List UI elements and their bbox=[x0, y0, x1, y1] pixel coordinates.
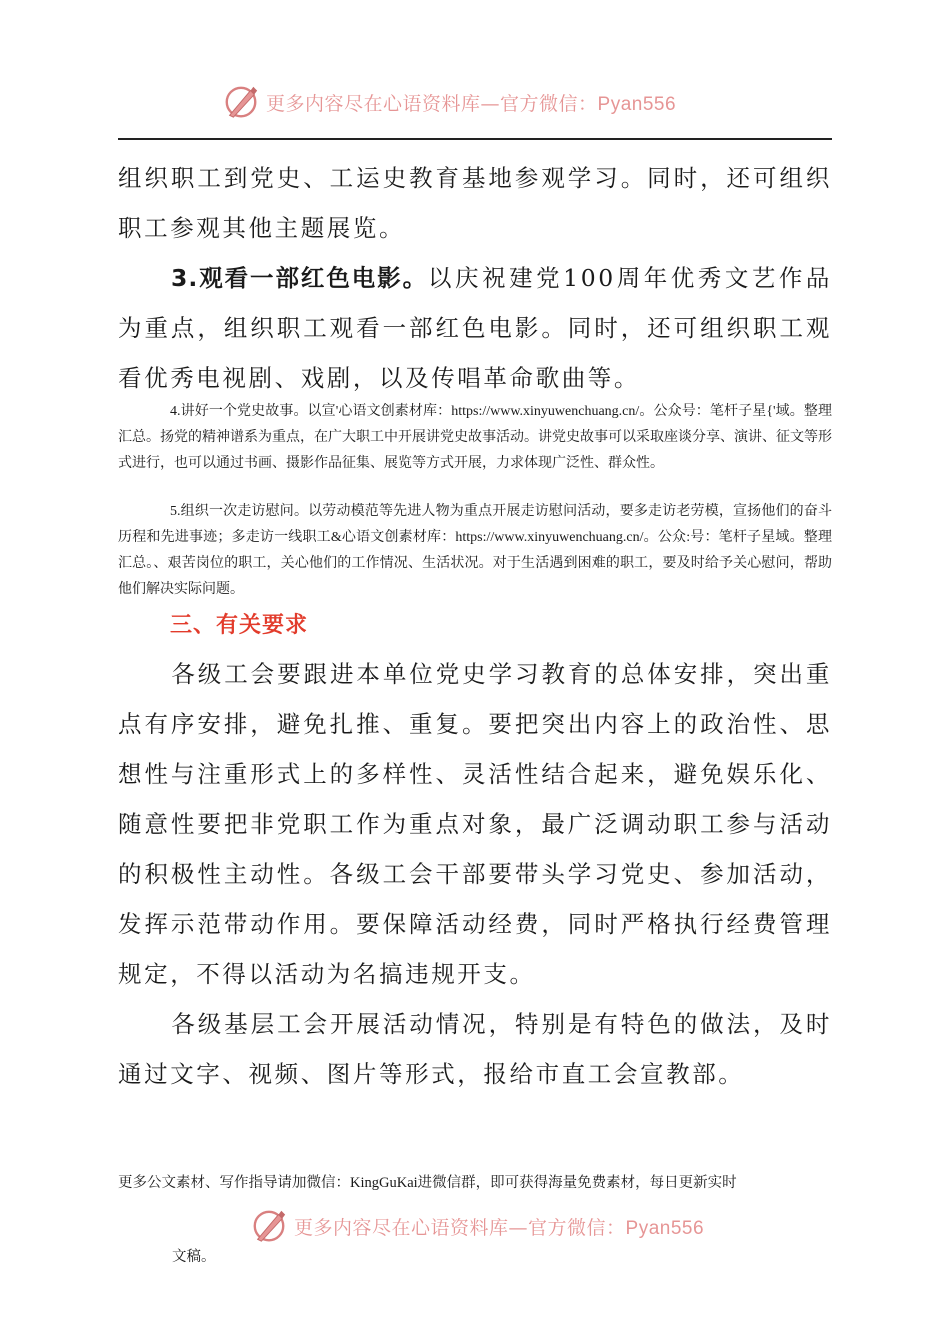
item-5-visit-condolence: 5.组织一次走访慰问。以劳动模范等先进人物为重点开展走访慰问活动，要多走访老劳模，宣扬他们的奋斗历程和先进事迹；多走访一线职工&心语文创素材库：https://www.xinyuwenchuang.cn/。公众:号：笔杆子星域。整理汇总。、艰苦岗位的职工，关心他们的工作情况、生活状况。对于生活遇到困难的职工，要及时给予关心慰问，帮助他们解决实际问题。 bbox=[118, 504, 832, 597]
pen-logo-icon bbox=[222, 83, 260, 121]
paragraph-requirements-2: 各级基层工会开展活动情况，特别是有特色的做法，及时通过文字、视频、图片等形式，报给市直工会宣教部。 bbox=[118, 1010, 832, 1088]
footer-banner-text: 更多内容尽在心语资料库—官方微信：Pyan556 bbox=[294, 1216, 705, 1239]
item-3-title: 3.观看一部红色电影。 bbox=[171, 264, 429, 292]
header-banner-text: 更多内容尽在心语资料库—官方微信：Pyan556 bbox=[266, 92, 677, 115]
pen-logo-icon bbox=[250, 1207, 288, 1245]
footer-note: 更多公文素材、写作指导请加微信：KingGuKai进微信群，即可获得海量免费素材，每日更新实时 bbox=[118, 1175, 737, 1191]
paragraph-requirements-1: 各级工会要跟进本单位党史学习教育的总体安排，突出重点有序安排，避免扎推、重复。要把突出内容上的政治性、思想性与注重形式上的多样性、灵活性结合起来，避免娱乐化、随意性要把非党职工作为重点对象，最广泛调动职工参与活动的积极性主动性。各级工会干部要带头学习党史、参加活动，发挥示范带动作用。要保障活动经费，同时严格执行经费管理规定，不得以活动为名搞违规开支。 bbox=[118, 660, 832, 988]
item-3-body: 以庆祝建党100周年优秀文艺作品为重点，组织职工观看一部红色电影。同时，还可组织职工观看优秀电视剧、戏剧，以及传唱革命歌曲等。 bbox=[118, 264, 832, 392]
footer-note-end: 文稿。 bbox=[172, 1249, 216, 1265]
header-divider bbox=[118, 138, 832, 140]
item-4-party-story: 4.讲好一个党史故事。以宣'心语文创素材库：https://www.xinyuwenchuang.cn/。公众号：笔杆子星{'域。整理汇总。扬党的精神谱系为重点，在广大职工中开展讲党史故事活动。讲党史故事可以采取座谈分享、演讲、征文等形式进行，也可以通过书画、摄影作品征集、展览等方式开展，力求体现广泛性、群众性。 bbox=[118, 404, 832, 471]
item-3-red-movie bbox=[118, 253, 832, 403]
section-3-heading: 三、有关要求 bbox=[170, 613, 309, 638]
footer-banner bbox=[250, 1206, 704, 1246]
paragraph-visit-exhibition: 组织职工到党史、工运史教育基地参观学习。同时，还可组织职工参观其他主题展览。 bbox=[118, 164, 832, 242]
header-banner bbox=[222, 82, 676, 122]
